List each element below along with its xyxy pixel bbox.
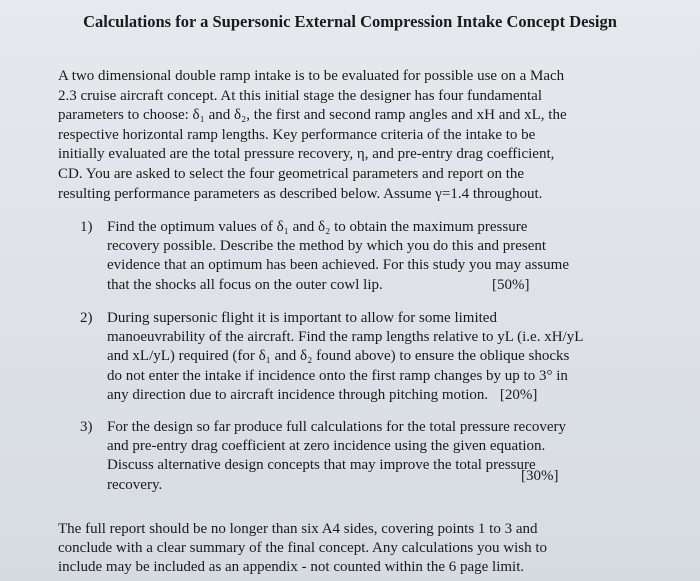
item-line: manoeuvrability of the aircraft. Find the ramp lengths relative to yL (i.e. xH/yL	[107, 329, 584, 346]
intro-paragraph	[58, 67, 618, 204]
item-mark: [20%]	[499, 386, 538, 403]
item-mark: [50%]	[492, 276, 530, 293]
item-line-text: that the shocks all focus on the outer cowl lip.	[107, 276, 383, 293]
item-number: 3)	[80, 419, 93, 435]
item-number: 2)	[80, 310, 93, 326]
footer-line: The full report should be no longer than six A4 sides, covering points 1 to 3 and	[58, 521, 538, 537]
intro-line: A two dimensional double ramp intake is to be evaluated for possible use on a Mach	[58, 68, 565, 84]
intro-line: initially evaluated are the total pressure recovery, η, and pre-entry drag coefficient,	[58, 146, 555, 163]
footer-paragraph	[58, 520, 618, 578]
intro-line: respective horizontal ramp lengths. Key performance criteria of the intake to be	[58, 126, 536, 143]
item-line	[107, 276, 577, 295]
intro-line: resulting performance parameters as described below. Assume γ=1.4 throughout.	[58, 185, 543, 202]
item-line: For the design so far produce full calculations for the total pressure recovery	[107, 419, 567, 435]
page-title: Calculations for a Supersonic External Compression Intake Concept Design	[83, 12, 617, 31]
item-mark: [30%]	[521, 467, 559, 484]
item-line: evidence that an optimum has been achieved. For this study you may assume	[107, 257, 569, 274]
item-line: do not enter the intake if incidence onto the first ramp changes by up to 3° in	[107, 367, 568, 384]
item-line: Discuss alternative design concepts that may improve the total pressure	[107, 457, 536, 474]
intro-line: CD. You are asked to select the four geometrical parameters and report on the	[58, 165, 525, 182]
intro-line: parameters to choose: δ₁ and δ₂, the first and second ramp angles and xH and xL, the	[58, 107, 567, 124]
item-line-text: any direction due to aircraft incidence through pitching motion.	[107, 386, 489, 403]
item-line	[107, 467, 577, 495]
item-line: recovery possible. Describe the method by which you do this and present	[107, 238, 547, 255]
item-line-text: recovery.	[107, 476, 163, 493]
item-line	[107, 386, 577, 405]
item-line: During supersonic flight it is important to allow for some limited	[107, 310, 497, 326]
footer-line: include may be included as an appendix - not counted within the 6 page limit.	[58, 559, 525, 576]
footer-line: conclude with a clear summary of the final concept. Any calculations you wish to	[58, 540, 548, 557]
item-line: Find the optimum values of δ₁ and δ₂ to obtain the maximum pressure	[107, 219, 528, 235]
item-line: and pre-entry drag coefficient at zero incidence using the given equation.	[107, 438, 546, 455]
item-number: 1)	[80, 219, 93, 235]
intro-line: 2.3 cruise aircraft concept. At this initial stage the designer has four fundamental	[58, 87, 543, 104]
item-line: and xL/yL) required (for δ₁ and δ₂ found above) to ensure the oblique shocks	[107, 348, 570, 365]
